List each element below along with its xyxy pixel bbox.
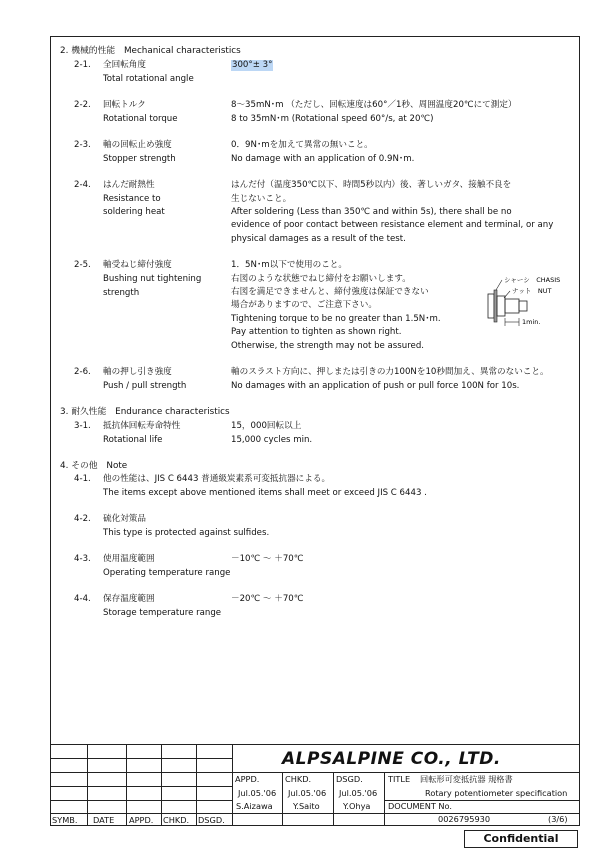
rev-chkd-header: CHKD. [163,815,190,825]
dsgd-date: Jul.05.'06 [339,788,378,798]
item-3-1-en: Rotational life [103,435,163,445]
item-2-1-en: Total rotational angle [103,74,194,84]
company-logo: ALPSALPINE CO., LTD. [282,749,501,769]
item-2-4-en-1: Resistance to [103,194,161,204]
item-3-1-jp: 抵抗体回転寿命特性 [103,421,181,431]
item-4-4-en: Storage temperature range [103,608,222,618]
item-2-6-value-jp: 軸のスラスト方向に、押しまたは引きの力100Nを10秒間加え、異常のないこと。 [231,367,549,377]
appd-date: Jul.05.'06 [238,788,277,798]
item-4-3-number: 4-3. [74,554,91,564]
item-4-4-number: 4-4. [74,594,91,604]
item-2-3-value-en: No damage with an application of 0.9N･m. [231,154,415,164]
item-4-3-value: －10℃ ～ ＋70℃ [231,554,304,564]
item-4-2-number: 4-2. [74,514,91,524]
item-2-4-value-2: 生じないこと。 [231,194,292,204]
title-header: TITLE [388,774,411,784]
item-2-6-value-en: No damages with an application of push or pull force 100N for 10s. [231,381,520,391]
section-4-heading: 4. その他 Note [60,461,128,471]
item-4-1-number: 4-1. [74,474,91,484]
bushing-nut-diagram [486,272,578,332]
item-3-1-value-en: 15,000 cycles min. [231,435,313,445]
chkd-header: CHKD. [285,774,312,784]
item-2-4-value-4: evidence of poor contact between resistance element and terminal, or any [231,220,554,230]
appd-header: APPD. [235,774,260,784]
item-2-5-value-2: 右図のような状態でねじ締付をお願いします。 [231,274,411,284]
rev-date-header: DATE [93,815,115,825]
page-number: (3/6) [548,814,568,824]
item-4-4-value: －20℃ ～ ＋70℃ [231,594,304,604]
item-2-5-jp: 軸受ねじ締付強度 [103,260,172,270]
item-2-5-value-1: 1．5N･m以下で使用のこと。 [231,260,347,270]
item-2-2-en: Rotational torque [103,114,178,124]
rev-symb-header: SYMB. [52,815,78,825]
document-title-jp: 回転形可変抵抗器 規格書 [420,774,513,784]
item-4-1-en: The items except above mentioned items shall meet or exceed JIS C 6443 . [103,488,427,498]
rev-appd-header: APPD. [129,815,154,825]
item-2-5-value-4: 場合がありますので、ご注意下さい。 [231,300,377,310]
item-2-4-en-2: soldering heat [103,207,165,217]
item-2-5-value-7: Otherwise, the strength may not be assured. [231,341,425,351]
item-2-4-value-5: physical damages as a result of the test. [231,234,406,244]
item-2-3-value-jp: 0．9N･mを加えて異常の無いこと。 [231,140,373,150]
chkd-name: Y.Saito [293,801,320,811]
item-2-1-value[interactable]: 300°± 3° [232,60,273,70]
document-number-header: DOCUMENT No. [388,801,453,811]
rev-dsgd-header: DSGD. [198,815,225,825]
item-4-3-en: Operating temperature range [103,568,231,578]
section-3-heading: 3. 耐久性能 Endurance characteristics [60,407,230,417]
item-2-2-value-jp: 8～35mN･m （ただし、回転速度は60°／1秒、周囲温度20℃にて測定） [231,100,517,110]
item-2-5-en-2: strength [103,288,140,298]
item-2-2-jp: 回転トルク [103,100,146,110]
item-2-3-en: Stopper strength [103,154,176,164]
item-3-1-number: 3-1. [74,421,91,431]
item-2-4-jp: はんだ耐熱性 [103,180,155,190]
document-title-en: Rotary potentiometer specification [425,788,568,798]
item-4-1-jp: 他の性能は、JIS C 6443 普通級炭素系可変抵抗器による。 [103,474,331,484]
appd-name: S.Aizawa [236,801,273,811]
item-2-6-en: Push / pull strength [103,381,187,391]
item-4-3-jp: 使用温度範囲 [103,554,155,564]
item-3-1-value-jp: 15，000回転以上 [231,421,302,431]
item-2-5-value-5: Tightening torque to be no greater than 1.5N･m. [231,314,441,324]
item-2-5-value-3: 右図を満足できませんと、締付強度は保証できない [231,287,429,297]
item-2-6-jp: 軸の押し引き強度 [103,367,172,377]
item-2-4-value-3: After soldering (Less than 350℃ and within 5s), there shall be no [231,207,512,217]
section-2-heading: 2. 機械的性能 Mechanical characteristics [60,46,241,56]
dsgd-name: Y.Ohya [343,801,371,811]
item-2-6-number: 2-6. [74,367,91,377]
item-2-1-jp: 全回転角度 [103,60,146,70]
item-2-4-number: 2-4. [74,180,91,190]
item-2-2-value-en: 8 to 35mN･m (Rotational speed 60°/s, at 20℃) [231,114,434,124]
item-4-2-en: This type is protected against sulfides. [103,528,270,538]
item-2-5-en-1: Bushing nut tightening [103,274,202,284]
item-2-3-jp: 軸の回転止め強度 [103,140,172,150]
confidential-stamp: Confidential [464,830,578,848]
document-number: 0026795930 [438,814,491,824]
chassis-label: シャーシ CHASIS [504,276,561,284]
dimension-label: 1min. [522,318,541,326]
item-2-3-number: 2-3. [74,140,91,150]
item-2-5-value-6: Pay attention to tighten as shown right. [231,327,402,337]
item-2-1-number: 2-1. [74,60,91,70]
dsgd-header: DSGD. [336,774,363,784]
item-2-2-number: 2-2. [74,100,91,110]
item-4-2-jp: 硫化対策品 [103,514,146,524]
item-4-4-jp: 保存温度範囲 [103,594,155,604]
chkd-date: Jul.05.'06 [288,788,327,798]
nut-label: ナット NUT [512,287,552,295]
item-2-5-number: 2-5. [74,260,91,270]
item-2-4-value-1: はんだ付（温度350℃以下、時間5秒以内）後、著しいガタ、接触不良を [231,180,512,190]
